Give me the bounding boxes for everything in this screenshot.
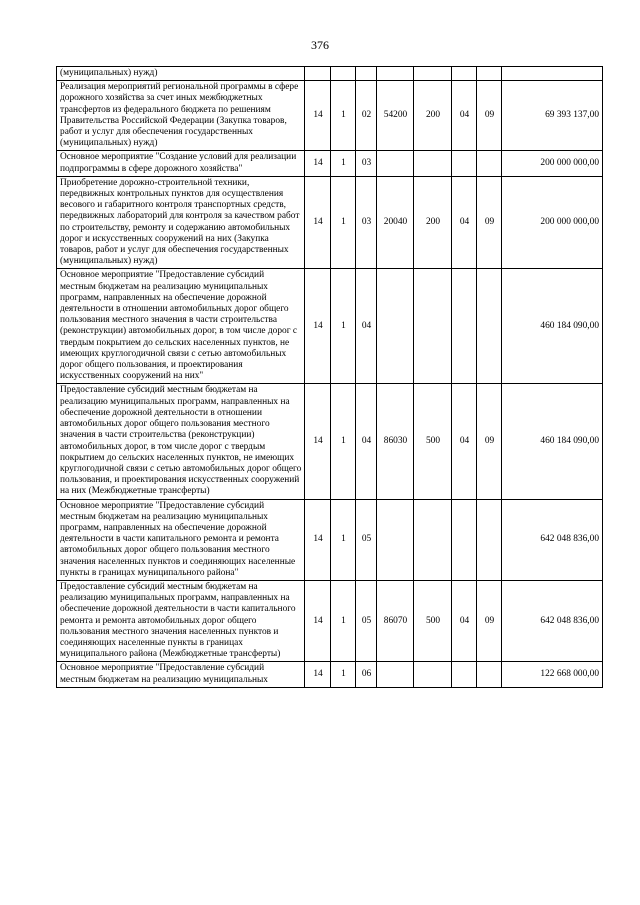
table-row — [57, 499, 603, 580]
amount-cell: 460 184 090,00 — [502, 384, 603, 499]
section-cell — [452, 662, 477, 687]
row-name-cell: Приобретение дорожно-строительной техники, передвижных контрольных пунктов для осуществления весового и габаритного контроля транспортных средств, передвижных лабораторий для контроля за качеством работ по строительству, ремонту и содержанию автомобильных дорог и искусственных сооружений на них (Закупка товаров, работ и услуг для обеспечения государственных (муниципальных) нужд) — [57, 176, 305, 269]
subsection-cell: 09 — [477, 580, 502, 661]
expense-type-cell: 500 — [414, 580, 452, 661]
subprogram-code-cell: 1 — [331, 384, 356, 499]
amount-cell: 460 184 090,00 — [502, 269, 603, 384]
subsection-cell — [477, 151, 502, 176]
program-code-cell: 14 — [305, 384, 331, 499]
row-name-cell: Основное мероприятие "Создание условий для реализации подпрограммы в сфере дорожного хозяйства" — [57, 151, 305, 176]
expense-type-cell: 200 — [414, 176, 452, 269]
row-name-cell: (муниципальных) нужд) — [57, 67, 305, 81]
section-cell: 04 — [452, 384, 477, 499]
section-cell: 04 — [452, 176, 477, 269]
row-name-cell: Предоставление субсидий местным бюджетам на реализацию муниципальных программ, направленных на обеспечение дорожной деятельности в отношении автомобильных дорог общего пользования местного значения в части строительства (реконструкции) автомобильных дорог, в том числе дорог с твердым покрытием до сельских населенных пунктов, не имеющих круглогодичной связи с сетью автомобильных дорог общего пользования, и проектирования искусственных сооружений на них (Межбюджетные трансферты) — [57, 384, 305, 499]
direction-code-cell — [377, 151, 414, 176]
subsection-cell: 09 — [477, 81, 502, 151]
section-cell — [452, 499, 477, 580]
program-code-cell: 14 — [305, 269, 331, 384]
direction-code-cell: 20040 — [377, 176, 414, 269]
subprogram-code-cell: 1 — [331, 499, 356, 580]
row-name-cell: Предоставление субсидий местным бюджетам на реализацию муниципальных программ, направленных на обеспечение дорожной деятельности в части капитального ремонта и ремонта автомобильных дорог общего пользования местного значения населенных пунктов и соединяющих населенные пункты в границах муниципального района (Межбюджетные трансферты) — [57, 580, 305, 661]
program-code-cell: 14 — [305, 151, 331, 176]
event-code-cell: 05 — [356, 499, 377, 580]
table-row — [57, 67, 603, 81]
row-name-cell: Реализация мероприятий региональной программы в сфере дорожного хозяйства за счет иных межбюджетных трансфертов из федерального бюджета по решениям Правительства Российской Федерации (Закупка товаров, работ и услуг для обеспечения государственных (муниципальных) нужд) — [57, 81, 305, 151]
subsection-cell — [477, 662, 502, 687]
section-cell: 04 — [452, 580, 477, 661]
row-name-cell: Основное мероприятие "Предоставление субсидий местным бюджетам на реализацию муниципальных — [57, 662, 305, 687]
program-code-cell: 14 — [305, 662, 331, 687]
subprogram-code-cell: 1 — [331, 580, 356, 661]
direction-code-cell — [377, 662, 414, 687]
direction-code-cell — [377, 67, 414, 81]
expense-type-cell: 500 — [414, 384, 452, 499]
subsection-cell: 09 — [477, 176, 502, 269]
program-code-cell: 14 — [305, 176, 331, 269]
amount-cell: 122 668 000,00 — [502, 662, 603, 687]
section-cell — [452, 269, 477, 384]
program-code-cell: 14 — [305, 499, 331, 580]
section-cell: 04 — [452, 81, 477, 151]
expense-type-cell: 200 — [414, 81, 452, 151]
subprogram-code-cell: 1 — [331, 176, 356, 269]
table-row — [57, 580, 603, 661]
subprogram-code-cell: 1 — [331, 662, 356, 687]
program-code-cell — [305, 67, 331, 81]
direction-code-cell: 86030 — [377, 384, 414, 499]
subsection-cell — [477, 269, 502, 384]
program-code-cell: 14 — [305, 580, 331, 661]
direction-code-cell: 54200 — [377, 81, 414, 151]
subsection-cell — [477, 67, 502, 81]
event-code-cell: 02 — [356, 81, 377, 151]
section-cell — [452, 151, 477, 176]
event-code-cell: 06 — [356, 662, 377, 687]
event-code-cell: 03 — [356, 151, 377, 176]
amount-cell: 69 393 137,00 — [502, 81, 603, 151]
event-code-cell: 04 — [356, 269, 377, 384]
amount-cell: 200 000 000,00 — [502, 176, 603, 269]
program-code-cell: 14 — [305, 81, 331, 151]
row-name-cell: Основное мероприятие "Предоставление субсидий местным бюджетам на реализацию муниципальных программ, направленных на обеспечение дорожной деятельности в части капитального ремонта и ремонта автомобильных дорог общего пользования местного значения населенных пунктов и соединяющих населенные пункты в границах муниципального района" — [57, 499, 305, 580]
expense-type-cell — [414, 269, 452, 384]
amount-cell: 642 048 836,00 — [502, 580, 603, 661]
amount-cell — [502, 67, 603, 81]
amount-cell: 200 000 000,00 — [502, 151, 603, 176]
subsection-cell — [477, 499, 502, 580]
subprogram-code-cell — [331, 67, 356, 81]
event-code-cell — [356, 67, 377, 81]
subsection-cell: 09 — [477, 384, 502, 499]
expense-type-cell — [414, 662, 452, 687]
direction-code-cell — [377, 499, 414, 580]
expense-type-cell — [414, 499, 452, 580]
event-code-cell: 04 — [356, 384, 377, 499]
table-row — [57, 81, 603, 151]
event-code-cell: 03 — [356, 176, 377, 269]
table-row — [57, 269, 603, 384]
direction-code-cell: 86070 — [377, 580, 414, 661]
table-row — [57, 662, 603, 687]
amount-cell: 642 048 836,00 — [502, 499, 603, 580]
budget-table — [56, 66, 603, 688]
table-row — [57, 151, 603, 176]
subprogram-code-cell: 1 — [331, 151, 356, 176]
expense-type-cell — [414, 151, 452, 176]
row-name-cell: Основное мероприятие "Предоставление субсидий местным бюджетам на реализацию муниципальных программ, направленных на обеспечение дорожной деятельности в отношении автомобильных дорог общего пользования местного значения в части строительства (реконструкции) автомобильных дорог, в том числе дорог с твердым покрытием до сельских населенных пунктов, не имеющих круглогодичной связи с сетью автомобильных дорог общего пользования, и проектирования искусственных сооружений на них" — [57, 269, 305, 384]
subprogram-code-cell: 1 — [331, 81, 356, 151]
direction-code-cell — [377, 269, 414, 384]
table-row — [57, 176, 603, 269]
page-number: 376 — [311, 38, 329, 52]
section-cell — [452, 67, 477, 81]
event-code-cell: 05 — [356, 580, 377, 661]
expense-type-cell — [414, 67, 452, 81]
table-row — [57, 384, 603, 499]
subprogram-code-cell: 1 — [331, 269, 356, 384]
